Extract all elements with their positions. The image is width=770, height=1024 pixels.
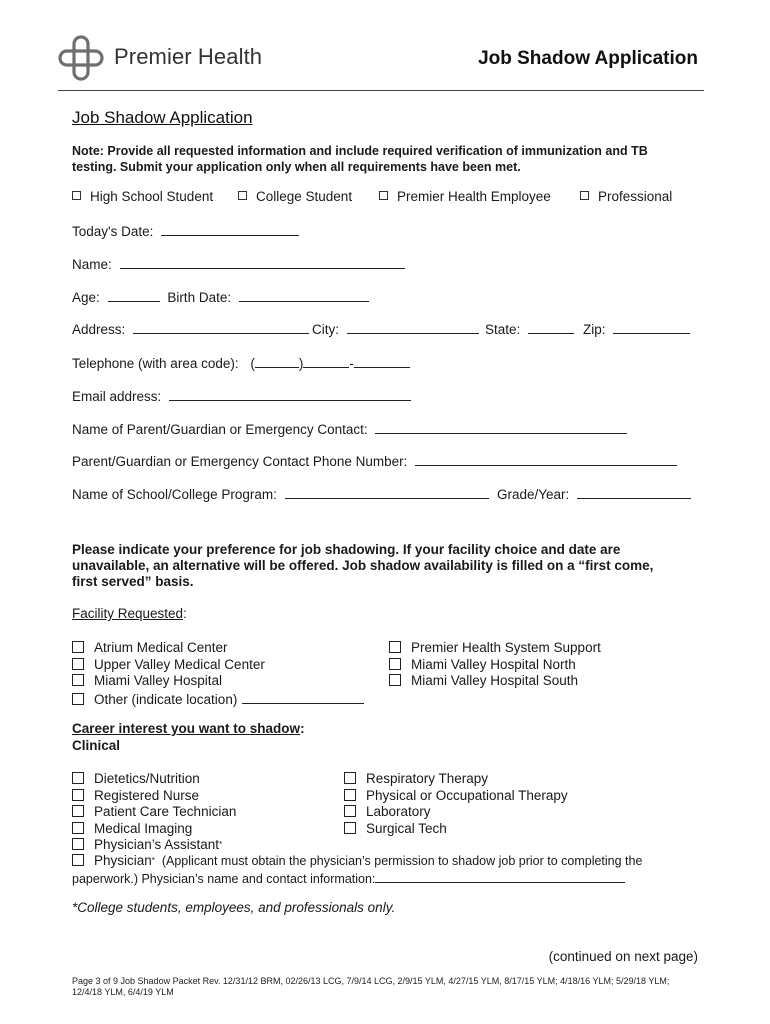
checkbox-icon[interactable] — [72, 805, 84, 817]
grade-label: Grade/Year: — [497, 487, 570, 502]
zip-label: Zip: — [583, 322, 606, 337]
checkbox-icon[interactable] — [344, 805, 356, 817]
address-row — [72, 320, 309, 337]
career-option[interactable]: Respiratory Therapy — [344, 771, 568, 788]
name-label: Name: — [72, 257, 112, 272]
name-field[interactable] — [120, 255, 405, 269]
career-option[interactable]: Medical Imaging — [72, 821, 236, 838]
checkbox-icon[interactable] — [344, 789, 356, 801]
birth-date-field[interactable] — [239, 288, 369, 302]
career-left-list — [72, 771, 236, 854]
parent-name-label: Name of Parent/Guardian or Emergency Contact: — [72, 422, 368, 437]
school-label: Name of School/College Program: — [72, 487, 277, 502]
email-label: Email address: — [72, 389, 162, 404]
state-group — [485, 320, 574, 337]
checkbox-icon[interactable] — [72, 822, 84, 834]
email-field[interactable] — [169, 387, 411, 401]
city-label: City: — [312, 322, 339, 337]
grade-field[interactable] — [577, 485, 691, 499]
facility-right-list — [389, 640, 601, 690]
footnote: *College students, employees, and professionals only. — [72, 900, 396, 915]
checkbox-icon[interactable] — [389, 674, 401, 686]
career-option[interactable]: Registered Nurse — [72, 788, 236, 805]
zip-field[interactable] — [613, 320, 690, 334]
continued-note: (continued on next page) — [548, 949, 698, 964]
checkbox-icon[interactable] — [72, 658, 84, 670]
career-option[interactable]: Surgical Tech — [344, 821, 568, 838]
area-code-field[interactable] — [255, 354, 299, 368]
facility-option[interactable]: Upper Valley Medical Center — [72, 657, 364, 674]
parent-phone-row — [72, 452, 677, 469]
facility-option[interactable]: Premier Health System Support — [389, 640, 601, 657]
phone-prefix-field[interactable] — [303, 354, 349, 368]
form-title: Job Shadow Application — [72, 108, 253, 127]
facility-option-other[interactable]: Other (indicate location) — [72, 690, 364, 709]
career-right-list — [344, 771, 568, 837]
checkbox-icon[interactable] — [72, 191, 81, 200]
school-row — [72, 485, 489, 502]
facility-left-list — [72, 640, 364, 708]
other-location-field[interactable] — [242, 690, 364, 704]
school-field[interactable] — [285, 485, 489, 499]
checkbox-icon[interactable] — [72, 789, 84, 801]
checkbox-icon[interactable] — [72, 772, 84, 784]
category-employee[interactable]: Premier Health Employee — [379, 189, 551, 204]
facility-option[interactable]: Miami Valley Hospital North — [389, 657, 601, 674]
email-row — [72, 387, 411, 404]
header-title: Job Shadow Application — [478, 48, 698, 69]
address-label: Address: — [72, 322, 126, 337]
checkbox-icon[interactable] — [580, 191, 589, 200]
checkbox-icon[interactable] — [379, 191, 388, 200]
todays-date-row — [72, 222, 299, 239]
checkbox-icon[interactable] — [72, 854, 84, 866]
city-group — [312, 320, 479, 337]
footer-line-1: Page 3 of 9 Job Shadow Packet Rev. 12/31/12 BRM, 02/26/13 LCG, 7/9/14 LCG, 2/9/15 YLM, 4/27/15 YLM, 8/17/15 YLM; 4/18/16 YLM; 5/29/18 YLM; — [72, 976, 670, 986]
zip-group — [583, 320, 690, 337]
checkbox-icon[interactable] — [72, 838, 84, 850]
premier-health-logo-icon — [56, 33, 106, 83]
age-field[interactable] — [108, 288, 160, 302]
telephone-label: Telephone (with area code): — [72, 356, 239, 371]
grade-group — [497, 485, 691, 502]
parent-name-field[interactable] — [375, 420, 627, 434]
state-field[interactable] — [528, 320, 574, 334]
checkbox-icon[interactable] — [72, 641, 84, 653]
checkbox-icon[interactable] — [344, 822, 356, 834]
todays-date-label: Today's Date: — [72, 224, 154, 239]
career-option-assistant[interactable]: Physician’s Assistant* — [72, 837, 236, 854]
form-note: Note: Provide all requested information and include required verification of immunization and TB testing. Submit your application only when all requirements have been met. — [72, 144, 648, 174]
telephone-row — [72, 354, 410, 371]
checkbox-icon[interactable] — [344, 772, 356, 784]
todays-date-field[interactable] — [161, 222, 299, 236]
age-row — [72, 288, 369, 305]
category-college[interactable]: College Student — [238, 189, 352, 204]
category-professional[interactable]: Professional — [580, 189, 672, 204]
logo-text: Premier Health — [114, 44, 263, 69]
phone-line-field[interactable] — [354, 354, 410, 368]
phone-dash: - — [349, 356, 354, 371]
facility-option[interactable]: Atrium Medical Center — [72, 640, 364, 657]
physician-contact-field[interactable] — [375, 869, 625, 883]
facility-heading: Facility Requested: — [72, 606, 187, 621]
career-option[interactable]: Physical or Occupational Therapy — [344, 788, 568, 805]
preference-note: Please indicate your preference for job shadowing. If your facility choice and date are unavailable, an alternative will be offered. Job shadow availability is filled on a “first come, first served” basis. — [72, 542, 654, 589]
address-field[interactable] — [133, 320, 309, 334]
area-code-open: ( — [250, 356, 255, 371]
birth-date-label: Birth Date: — [167, 290, 232, 305]
career-option-physician[interactable]: Physician* (Applicant must obtain the physician’s permission to shadow job prior to completing the paperwork.) Physician’s name and contact information: — [72, 853, 643, 886]
name-row — [72, 255, 405, 272]
facility-option[interactable]: Miami Valley Hospital South — [389, 673, 601, 690]
footer-line-2: 12/4/18 YLM, 6/4/19 YLM — [72, 987, 174, 997]
career-option[interactable]: Dietetics/Nutrition — [72, 771, 236, 788]
checkbox-icon[interactable] — [389, 641, 401, 653]
parent-phone-label: Parent/Guardian or Emergency Contact Phone Number: — [72, 454, 408, 469]
state-label: State: — [485, 322, 521, 337]
age-label: Age: — [72, 290, 100, 305]
checkbox-icon[interactable] — [389, 658, 401, 670]
career-heading: Career interest you want to shadow: — [72, 721, 305, 736]
facility-option[interactable]: Miami Valley Hospital — [72, 673, 364, 690]
area-code-close: ) — [298, 356, 304, 371]
career-option[interactable]: Patient Care Technician — [72, 804, 236, 821]
checkbox-icon[interactable] — [72, 693, 84, 705]
parent-phone-field[interactable] — [415, 452, 677, 466]
city-field[interactable] — [347, 320, 479, 334]
career-subheading: Clinical — [72, 738, 121, 753]
header-divider — [58, 90, 704, 91]
parent-name-row — [72, 420, 627, 437]
checkbox-icon[interactable] — [72, 674, 84, 686]
checkbox-icon[interactable] — [238, 191, 247, 200]
page-footer — [72, 976, 669, 998]
category-high-school[interactable]: High School Student — [72, 189, 213, 204]
career-option[interactable]: Laboratory — [344, 804, 568, 821]
